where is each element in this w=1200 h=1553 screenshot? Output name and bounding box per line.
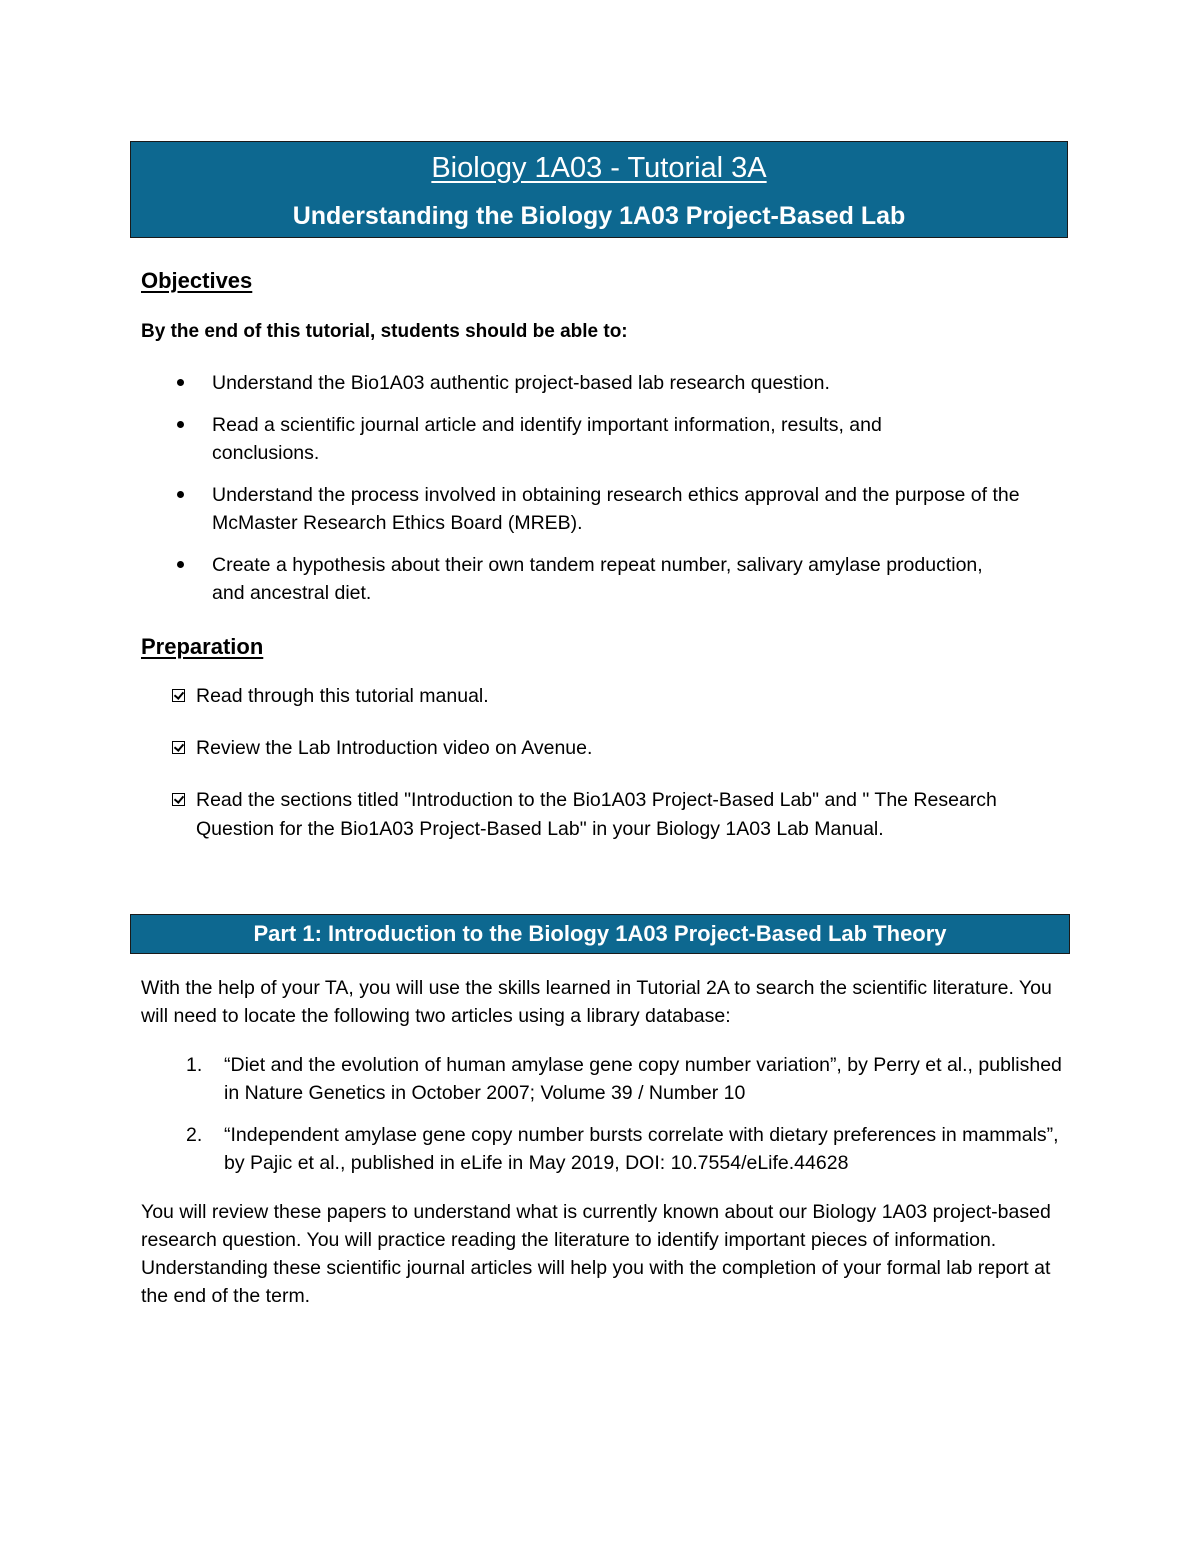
objective-item: Read a scientific journal article and identify important information, results, and conclusions. <box>170 411 1070 467</box>
objective-item: Understand the Bio1A03 authentic project-based lab research question. <box>170 369 1070 397</box>
preparation-item-text: Read through this tutorial manual. <box>196 685 489 707</box>
preparation-heading: Preparation <box>141 634 264 659</box>
preparation-item <box>172 786 1072 844</box>
article-item <box>186 1121 1066 1177</box>
part1-banner: Part 1: Introduction to the Biology 1A03 Project-Based Lab Theory <box>130 914 1070 954</box>
title-banner <box>130 141 1068 238</box>
article-text: “Independent amylase gene copy number bursts correlate with dietary preferences in mammals”, by Pajic et al., published in eLife in May 2019, DOI: 10.7554/eLife.44628 <box>224 1124 1059 1174</box>
objective-item: Understand the process involved in obtaining research ethics approval and the purpose of the McMaster Research Ethics Board (MREB). <box>170 481 1070 537</box>
preparation-item <box>172 682 1072 711</box>
checkbox-checked-icon <box>172 741 185 754</box>
article-item <box>186 1051 1066 1107</box>
article-text: “Diet and the evolution of human amylase gene copy number variation”, by Perry et al., published in Nature Genetics in October 2007; Volume 39 / Number 10 <box>224 1054 1062 1104</box>
objectives-lead: By the end of this tutorial, students should be able to: <box>141 321 628 342</box>
checkbox-checked-icon <box>172 689 185 702</box>
objectives-heading: Objectives <box>141 268 253 293</box>
preparation-item-text: Review the Lab Introduction video on Avenue. <box>196 737 593 759</box>
objective-item: Create a hypothesis about their own tandem repeat number, salivary amylase production, and ancestral diet. <box>170 551 1070 607</box>
objectives-list <box>170 369 1070 621</box>
articles-list <box>186 1051 1066 1191</box>
preparation-item <box>172 734 1072 763</box>
article-number: 1. <box>186 1054 203 1076</box>
preparation-list <box>172 682 1072 867</box>
preparation-item-text: Read the sections titled "Introduction to the Bio1A03 Project-Based Lab" and " The Research Question for the Bio1A03 Project-Based Lab" in your Biology 1A03 Lab Manual. <box>196 789 997 840</box>
part1-intro: With the help of your TA, you will use the skills learned in Tutorial 2A to search the scientific literature. You will need to locate the following two articles using a library database: <box>141 977 1052 1027</box>
page-subtitle: Understanding the Biology 1A03 Project-Based Lab <box>292 202 906 230</box>
page-title: Biology 1A03 - Tutorial 3A <box>431 152 767 184</box>
article-number: 2. <box>186 1124 203 1146</box>
checkbox-checked-icon <box>172 793 185 806</box>
part1-closing: You will review these papers to understand what is currently known about our Biology 1A03 project-based research question. You will practice reading the literature to identify important pieces of information. Understanding these scientific journal articles will help you with the completion of your formal lab report at the end of the term. <box>141 1201 1051 1307</box>
